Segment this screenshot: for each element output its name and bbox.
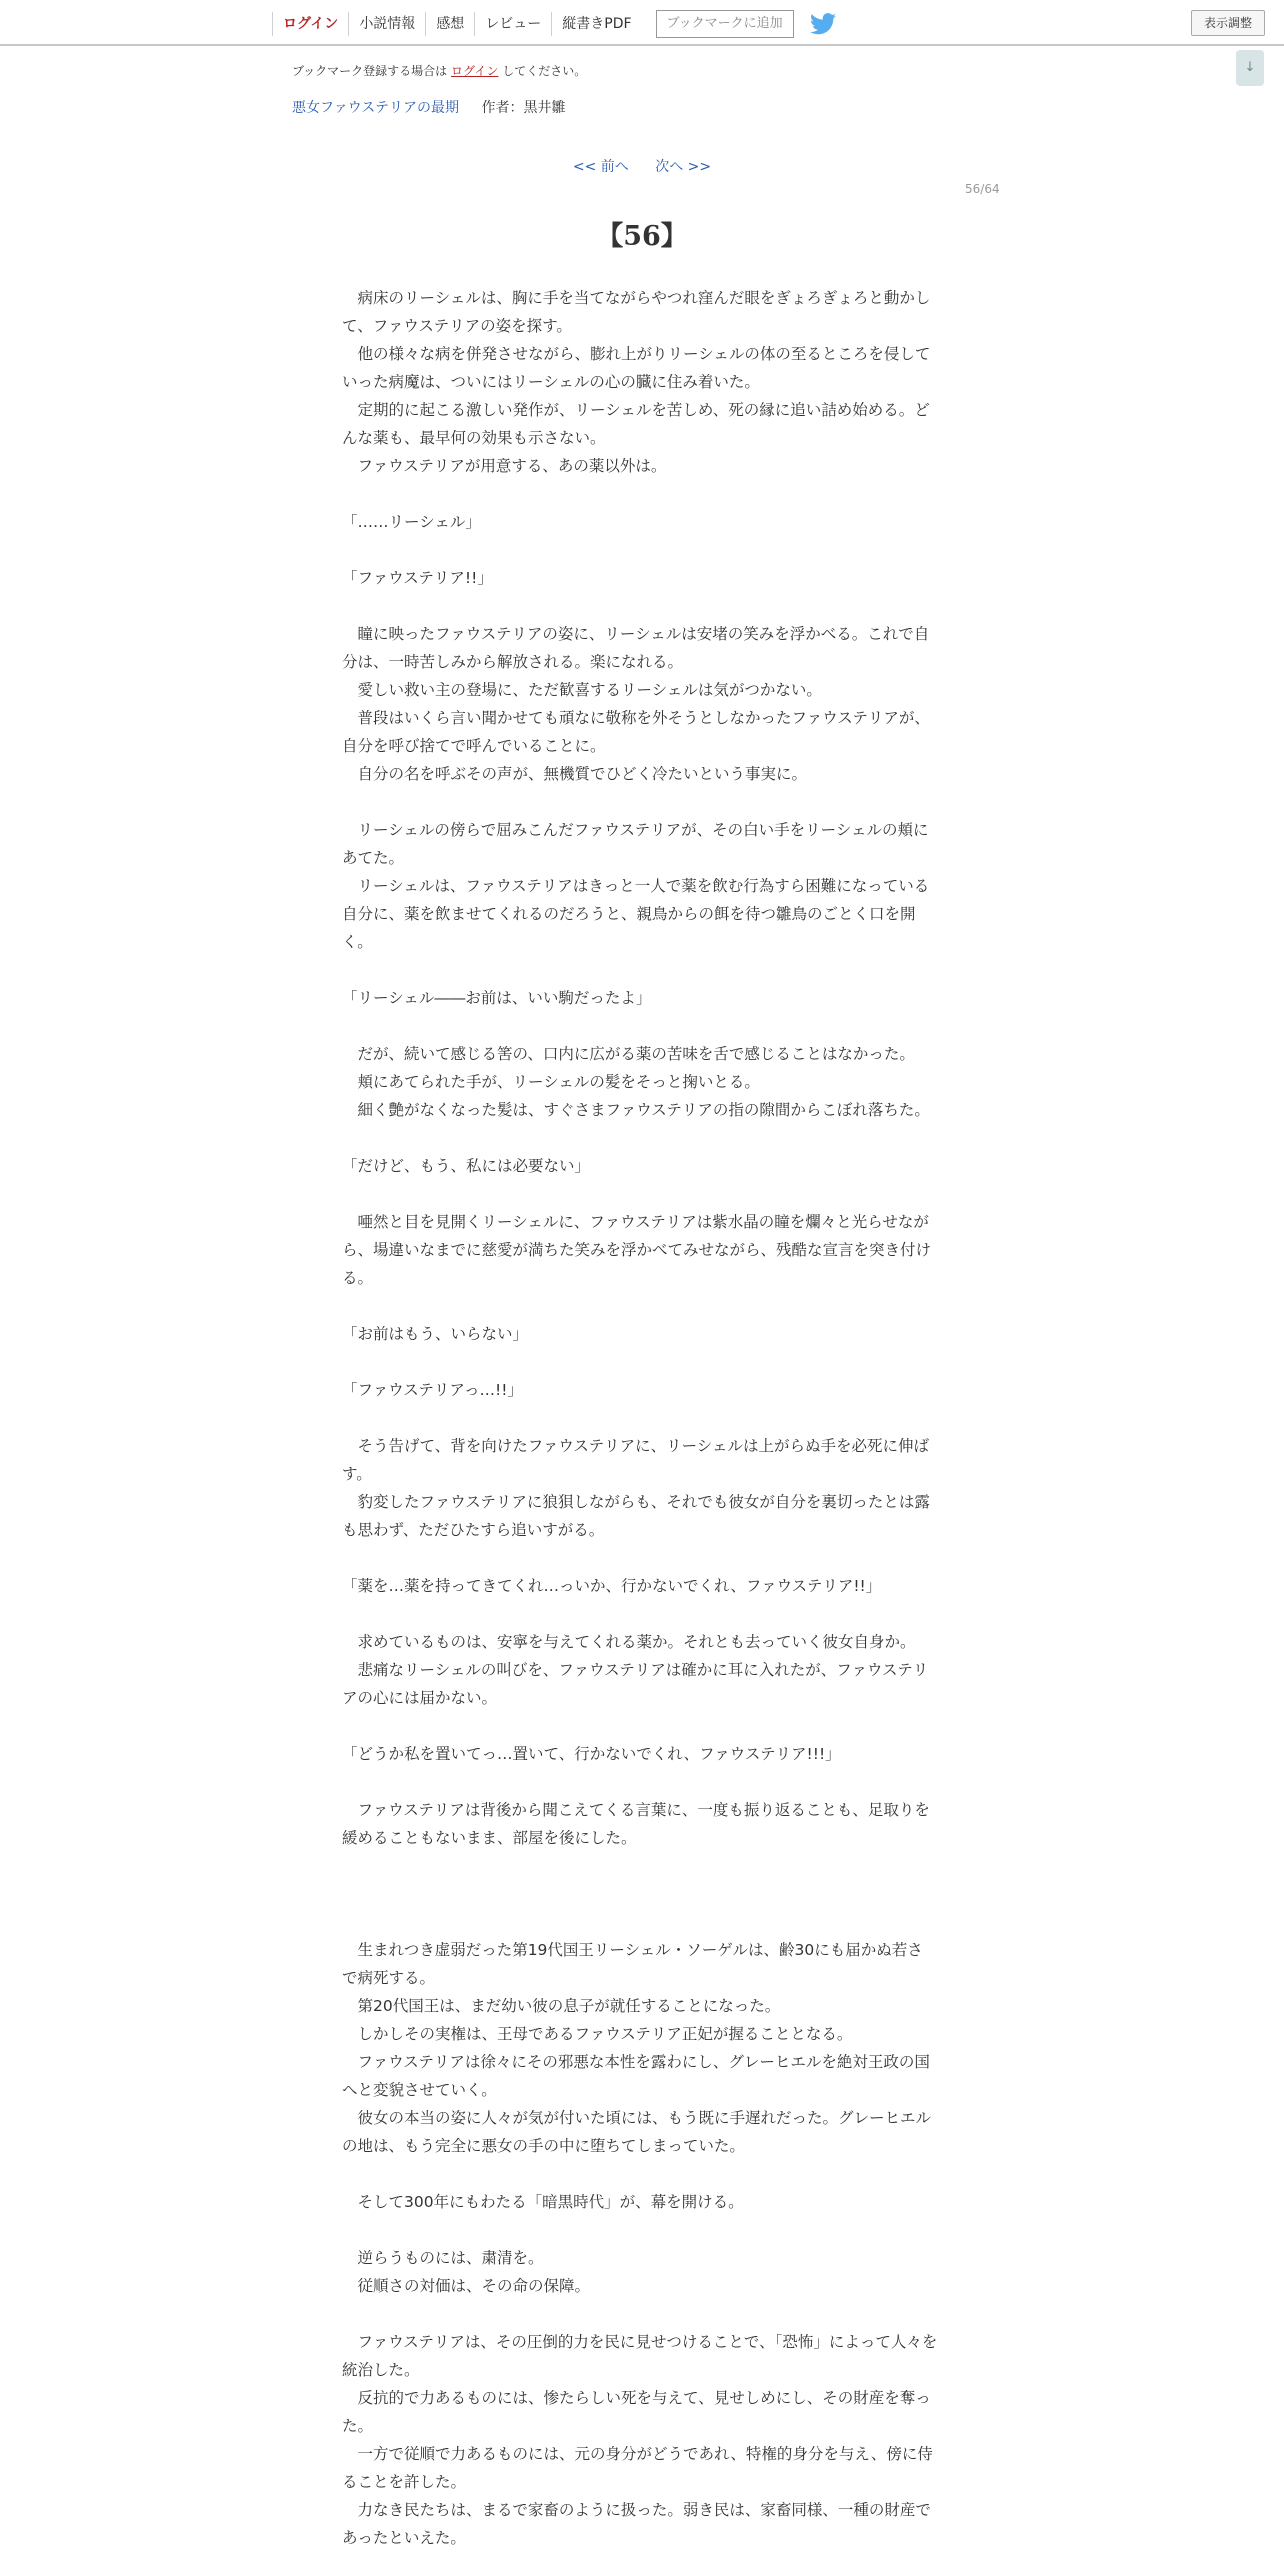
body-paragraph [342,1600,938,1628]
body-paragraph: リーシェルの傍らで屈みこんだファウステリアが、その白い手をリーシェルの頬にあてた。 [342,821,929,867]
body-paragraph: 細く艶がなくなった髪は、すぐさまファウステリアの指の隙間からこぼれ落ちた。 [342,1101,930,1119]
body-paragraph [342,1180,938,1208]
body-paragraph: 従順さの対価は、その命の保障。 [342,2277,591,2295]
body-paragraph: 求めているものは、安寧を与えてくれる薬か。それとも去っていく彼女自身か。 [342,1633,916,1651]
body-paragraph [342,1908,938,1936]
nav-review[interactable]: レビュー [474,12,551,36]
body-paragraph: 彼女の本当の姿に人々が気が付いた頃には、もう既に手遅れだった。グレーヒエルの地は、もう完全に悪女の手の中に堕ちてしまっていた。 [342,2109,932,2155]
body-paragraph: ファウステリアは徐々にその邪悪な本性を露わにし、グレーヒエルを絶対王政の国へと変貌させていく。 [342,2053,930,2099]
twitter-bird-icon[interactable] [810,13,836,35]
bookmark-note-suffix: してください。 [502,64,587,78]
nav-novel-info[interactable]: 小説情報 [348,12,425,36]
prev-chapter-link[interactable]: << 前へ [572,159,629,175]
chapter-title: 【56】 [596,221,688,252]
chapter-pager [0,156,1284,176]
body-paragraph: 病床のリーシェルは、胸に手を当てながらやつれ窪んだ眼をぎょろぎょろと動かして、ファウステリアの姿を探す。 [342,289,931,335]
body-paragraph [342,592,938,620]
body-paragraph: 第20代国王は、まだ幼い彼の息子が就任することになった。 [342,1997,781,2015]
body-paragraph [342,1124,938,1152]
body-paragraph [342,1712,938,1740]
novel-body [342,284,938,2552]
body-paragraph [342,2160,938,2188]
body-paragraph: 「ファウステリア!!」 [342,569,493,587]
body-paragraph: 「お前はもう、いらない」 [342,1325,529,1343]
body-paragraph [342,536,938,564]
bookmark-note-prefix: ブックマーク登録する場合は [292,64,448,78]
body-paragraph: ファウステリアが用意する、あの薬以外は。 [342,457,667,475]
body-paragraph [342,1404,938,1432]
body-paragraph [342,1880,938,1908]
body-paragraph: 唖然と目を見開くリーシェルに、ファウステリアは紫水晶の瞳を爛々と光らせながら、場違いなまでに慈愛が満ちた笑みを浮かべてみせながら、残酷な宣言を突き付ける。 [342,1213,932,1287]
body-paragraph: ファウステリアは背後から聞こえてくる言葉に、一度も振り返ることも、足取りを緩めることもないまま、部屋を後にした。 [342,1801,930,1847]
body-paragraph: 「薬を…薬を持ってきてくれ…っいか、行かないでくれ、ファウステリア!!」 [342,1577,882,1595]
body-paragraph: ファウステリアは、その圧倒的力を民に見せつけることで、「恐怖」によって人々を統治した。 [342,2333,938,2379]
body-paragraph [342,1292,938,1320]
body-paragraph [342,1348,938,1376]
body-paragraph: だが、続いて感じる筈の、口内に広がる薬の苦味を舌で感じることはなかった。 [342,1045,915,1063]
body-paragraph: 「リーシェル――お前は、いい駒だったよ」 [342,989,652,1007]
body-paragraph: 愛しい救い主の登場に、ただ歓喜するリーシェルは気がつかない。 [342,681,822,699]
body-paragraph: 「ファウステリアっ…!!」 [342,1381,523,1399]
nav-vertical-pdf[interactable]: 縦書きPDF [551,12,641,36]
body-paragraph: 豹変したファウステリアに狼狽しながらも、それでも彼女が自分を裏切ったとは露も思わず、ただひたすら追いすがる。 [342,1493,930,1539]
nav-login[interactable]: ログイン [272,12,348,36]
top-nav [272,12,836,36]
top-header [0,0,1284,46]
body-paragraph: 瞳に映ったファウステリアの姿に、リーシェルは安堵の笑みを浮かべる。これで自分は、一時苦しみから解放される。楽になれる。 [342,625,930,671]
body-paragraph: 普段はいくら言い聞かせても頑なに敬称を外そうとしなかったファウステリアが、自分を呼び捨てで呼んでいることに。 [342,709,930,755]
body-paragraph: そして300年にもわたる「暗黒時代」が、幕を開ける。 [342,2193,744,2211]
bookmark-login-note [292,62,586,79]
body-paragraph [342,1012,938,1040]
body-paragraph: そう告げて、背を向けたファウステリアに、リーシェルは上がらぬ手を必死に伸ばす。 [342,1437,929,1483]
body-paragraph: 定期的に起こる激しい発作が、リーシェルを苦しめ、死の縁に追い詰め始める。どんな薬も、最早何の効果も示さない。 [342,401,930,447]
body-paragraph: 「だけど、もう、私には必要ない」 [342,1157,591,1175]
body-paragraph: リーシェルは、ファウステリアはきっと一人で薬を飲む行為すら困難になっている自分に、薬を飲ませてくれるのだろうと、親鳥からの餌を待つ雛鳥のごとく口を開く。 [342,877,930,951]
bookmark-login-link[interactable]: ログイン [451,64,499,78]
body-paragraph [342,1544,938,1572]
body-paragraph [342,1768,938,1796]
nav-impressions[interactable]: 感想 [425,12,474,36]
body-paragraph: 力なき民たちは、まるで家畜のように扱った。弱き民は、家畜同様、一種の財産であったといえた。 [342,2501,931,2547]
body-paragraph [342,2216,938,2244]
body-paragraph: 生まれつき虚弱だった第19代国王リーシェル・ソーゲルは、齢30にも届かぬ若さで病死する。 [342,1941,923,1987]
body-paragraph: 他の様々な病を併発させながら、膨れ上がりリーシェルの体の至るところを侵していった病魔は、ついにはリーシェルの心の臓に住み着いた。 [342,345,931,391]
body-paragraph: しかしその実権は、王母であるファウステリア正妃が握ることとなる。 [342,2025,853,2043]
body-paragraph: 反抗的で力あるものには、惨たらしい死を与えて、見せしめにし、その財産を奪った。 [342,2389,931,2435]
body-paragraph: 自分の名を呼ぶその声が、無機質でひどく冷たいという事実に。 [342,765,808,783]
body-paragraph [342,480,938,508]
next-chapter-link[interactable]: 次へ >> [655,159,712,175]
display-settings-button[interactable]: 表示調整 [1191,10,1265,36]
body-paragraph [342,2300,938,2328]
body-paragraph: 一方で従順で力あるものには、元の身分がどうであれ、特権的身分を与え、傍に侍ることを許した。 [342,2445,933,2491]
novel-title-link[interactable]: 悪女ファウステリアの最期 [292,100,460,116]
body-paragraph [342,1852,938,1880]
novel-author: 作者：黒井雛 [481,100,566,116]
body-paragraph [342,956,938,984]
chapter-count: 56/64 [965,182,1000,196]
body-paragraph: 「……リーシェル」 [342,513,481,531]
scroll-down-tab[interactable]: ↓ [1236,50,1264,86]
novel-header [292,97,565,117]
body-paragraph: 「どうか私を置いてっ…置いて、行かないでくれ、ファウステリア!!!」 [342,1745,841,1763]
body-paragraph [342,788,938,816]
body-paragraph: 逆らうものには、粛清を。 [342,2249,544,2267]
add-bookmark-button[interactable]: ブックマークに追加 [656,10,794,38]
body-paragraph: 悲痛なリーシェルの叫びを、ファウステリアは確かに耳に入れたが、ファウステリアの心には届かない。 [342,1661,929,1707]
body-paragraph: 頬にあてられた手が、リーシェルの髪をそっと掬いとる。 [342,1073,760,1091]
